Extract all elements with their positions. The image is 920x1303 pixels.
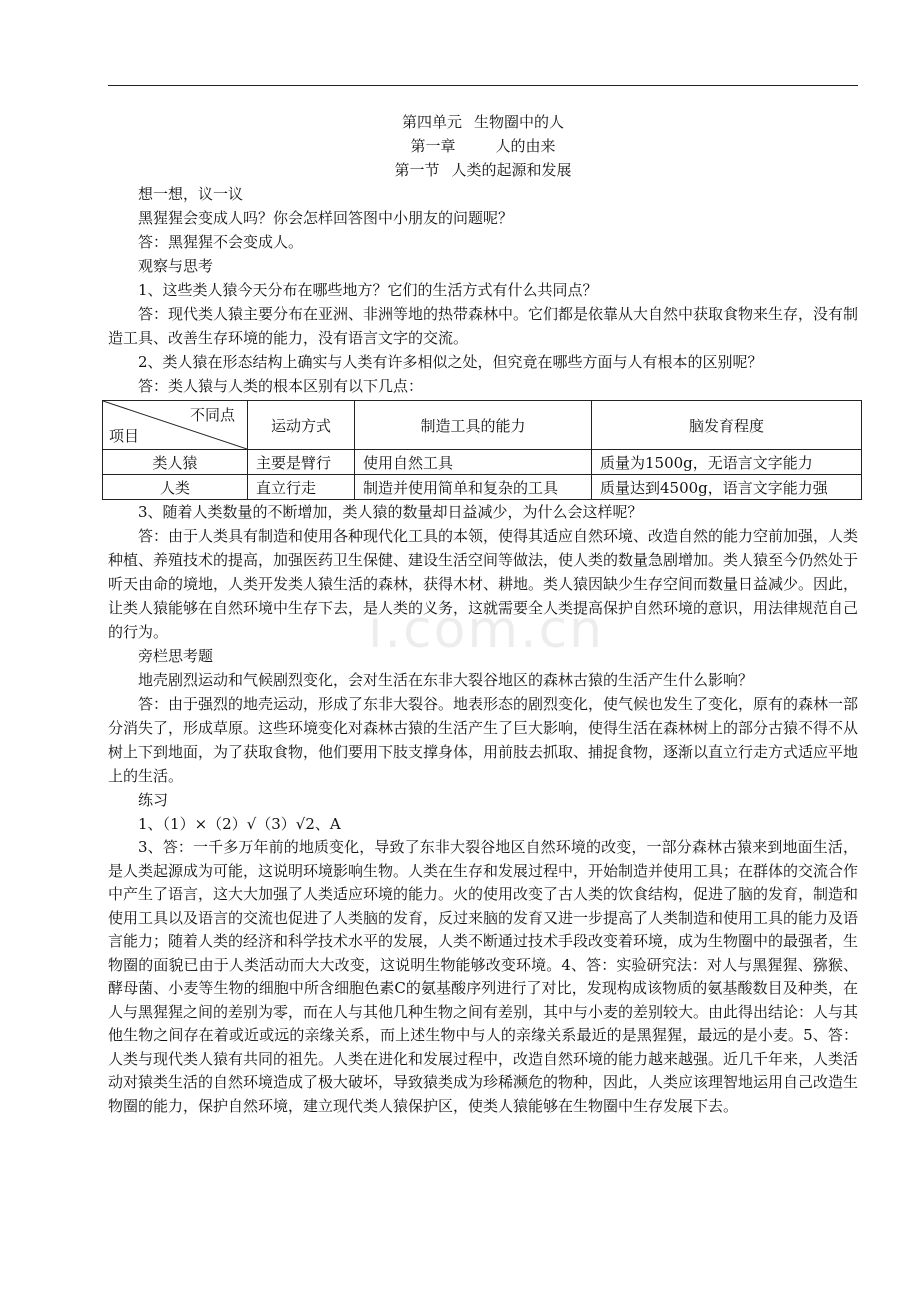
- table-row: [103, 450, 862, 475]
- margin-question: 地壳剧烈运动和气候剧烈变化，会对生活在东非大裂谷地区的森林古猿的生活产生什么影响？: [138, 671, 754, 689]
- table-cell: 主要是臂行: [248, 450, 355, 475]
- table-row-label: 人类: [103, 475, 248, 500]
- corner-top-label: 不同点: [189, 406, 235, 424]
- table-header: 运动方式: [248, 401, 355, 450]
- table-header: 脑发育程度: [592, 401, 862, 450]
- observe-question-1: 1、这些类人猿今天分布在哪些地方？它们的生活方式有什么共同点？: [138, 281, 598, 299]
- practice-heading: 练习: [138, 791, 169, 809]
- practice-answers: 1、（1）×（2）√（3）√2、A: [138, 815, 341, 833]
- table-cell: 制造并使用简单和复杂的工具: [355, 475, 592, 500]
- chapter-label: 第一章: [410, 137, 456, 155]
- table-header: 制造工具的能力: [355, 401, 592, 450]
- think-question: 黑猩猩会变成人吗？你会怎样回答图中小朋友的问题呢？: [138, 209, 514, 227]
- watermark: i.com.cn: [368, 600, 605, 660]
- margin-heading: 旁栏思考题: [138, 647, 214, 665]
- table-cell: 质量达到4500g，语言文字能力强: [592, 475, 862, 500]
- observe-question-3: 3、随着人类数量的不断增加，类人猿的数量却日益减少，为什么会这样呢？: [138, 503, 643, 521]
- table-cell: 直立行走: [248, 475, 355, 500]
- corner-bottom-label: 项目: [109, 427, 140, 445]
- table-cell: 使用自然工具: [355, 450, 592, 475]
- observe-answer-2: 答：类人猿与人类的根本区别有以下几点：: [138, 377, 424, 395]
- practice-long-answer: 3、答：一千多万年前的地质变化，导致了东非大裂谷地区自然环境的改变，一部分森林古猿来到地面生活，是人类起源成为可能，这说明环境影响生物。人类在生存和发展过程中，开始制造并使用工具；在群体的交流合作中产生了语言，这大大加强了人类适应环境的能力。火的使用改变了古人类的饮食结构，促进了脑的发育，制造和使用工具以及语言的交流也促进了人类脑的发育，反过来脑的发育又进一步提高了人类制造和使用工具的能力及语言能力；随着人类的经济和科学技术水平的发展，人类不断通过技术手段改变着环境，成为生物圈中的最强者，生物圈的面貌已由于人类活动而大大改变，这说明生物能够改变环境。4、答：实验研究法：对人与黑猩猩、猕猴、酵母菌、小麦等生物的细胞中所含细胞色素C的氨基酸序列进行了对比，发现构成该物质的氨基酸数目及种类，在人与黑猩猩之间的差别为零，而在人与其他几种生物之间有差别，其中与小麦的差别较大。由此得出结论：人与其他生物之间存在着或近或远的亲缘关系，而上述生物中与人的亲缘关系最近的是黑猩猩，最远的是小麦。5、答：人类与现代类人猿有共同的祖先。人类在进化和发展过程中，改造自然环境的能力越来越强。近几千年来，人类活动对猿类生活的自然环境造成了极大破坏，导致猿类成为珍稀濒危的物种，因此，人类应该理智地运用自己改造生物圈的能力，保护自然环境，建立现代类人猿保护区，使类人猿能够在生物圈中生存发展下去。: [108, 838, 859, 1115]
- chapter-title: [108, 134, 858, 158]
- table-header-row: [103, 401, 862, 450]
- table-cell: 质量为1500g，无语言文字能力: [592, 450, 862, 475]
- observe-answer-1: 答：现代类人猿主要分布在亚洲、非洲等地的热带森林中。它们都是依靠从大自然中获取食物来生存，没有制造工具、改善生存环境的能力，没有语言文字的交流。: [108, 305, 859, 347]
- think-heading: 想一想，议一议: [138, 185, 244, 203]
- header-rule: [108, 85, 858, 86]
- observe-answer-3: 答：由于人类具有制造和使用各种现代化工具的本领，使得其适应自然环境、改造自然的能力空前加强，人类种植、养殖技术的提高，加强医药卫生保健、建设生活空间等做法，使人类的数量急剧增加。类人猿至今仍然处于听天由命的境地，人类开发类人猿生活的森林，获得木材、耕地。类人猿因缺少生存空间而数量日益减少。因此，让类人猿能够在自然环境中生存下去，是人类的义务，这就需要全人类提高保护自然环境的意识，用法律规范自己的行为。: [108, 527, 859, 641]
- section-name: 人类的起源和发展: [451, 161, 572, 179]
- table-corner-cell: [103, 401, 248, 450]
- think-answer: 答：黑猩猩不会变成人。: [138, 233, 304, 251]
- section-label: 第一节: [394, 161, 440, 179]
- margin-answer: 答：由于强烈的地壳运动，形成了东非大裂谷。地表形态的剧烈变化，使气候也发生了变化，原有的森林一部分消失了，形成草原。这些环境变化对森林古猿的生活产生了巨大影响，使得生活在森林树上的部分古猿不得不从树上下到地面，为了获取食物，他们要用下肢支撑身体，用前肢去抓取、捕捉食物，逐渐以直立行走方式适应平地上的生活。: [108, 695, 859, 785]
- comparison-table: [102, 400, 862, 500]
- table-row: [103, 475, 862, 500]
- document-body: [108, 110, 858, 1118]
- unit-name: 生物圈中的人: [474, 113, 565, 131]
- observe-question-2: 2、类人猿在形态结构上确实与人类有许多相似之处，但究竟在哪些方面与人有根本的区别呢？: [138, 353, 763, 371]
- chapter-name: 人的由来: [495, 137, 556, 155]
- unit-label: 第四单元: [401, 113, 462, 131]
- section-title: [108, 158, 858, 182]
- table-row-label: 类人猿: [103, 450, 248, 475]
- unit-title: [108, 110, 858, 134]
- observe-heading: 观察与思考: [138, 257, 214, 275]
